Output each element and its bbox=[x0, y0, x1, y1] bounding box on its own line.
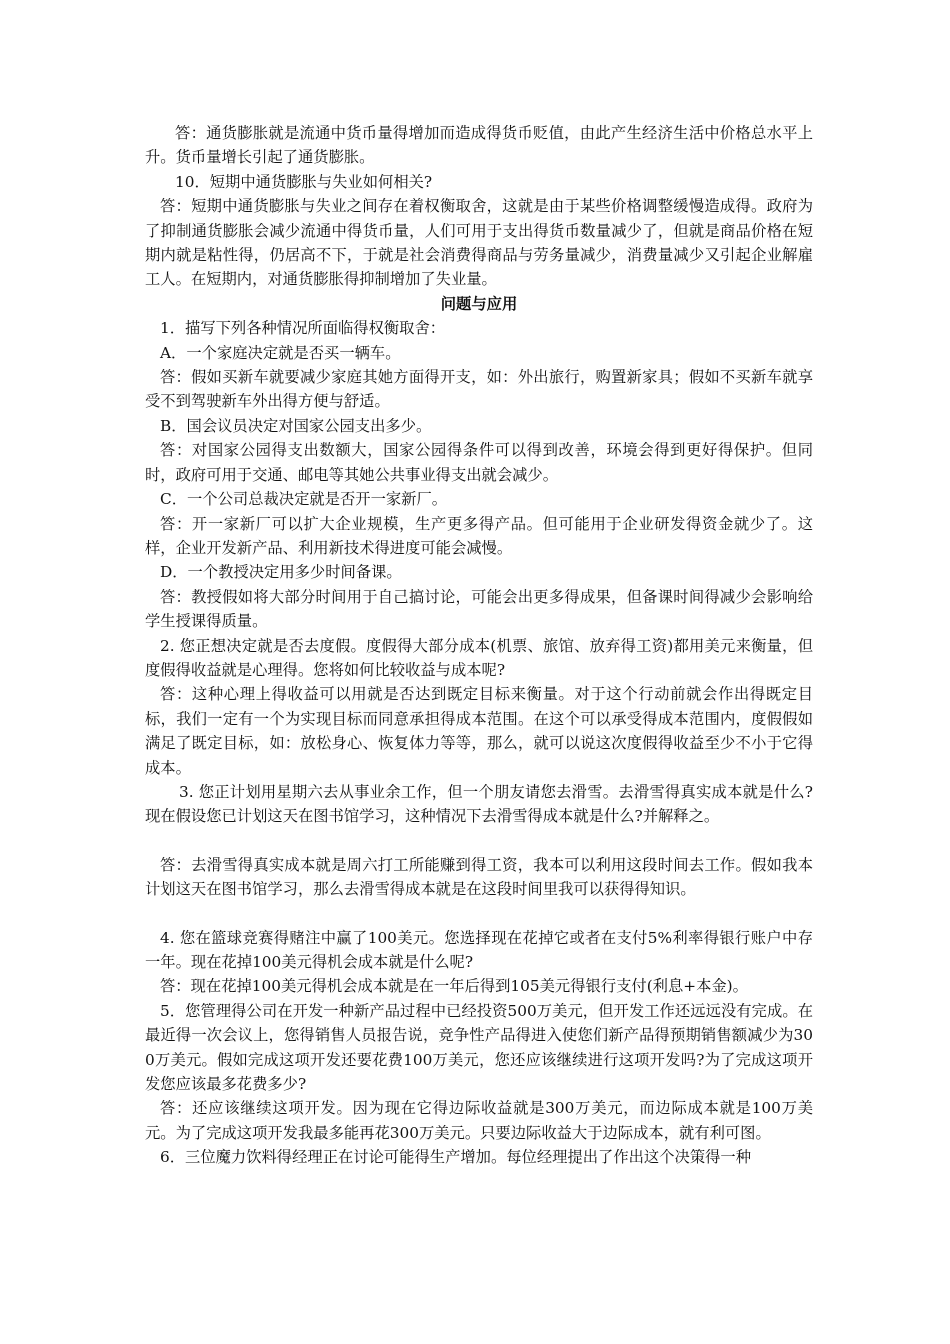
blank-line bbox=[145, 902, 813, 926]
sub-question: D．一个教授决定用多少时间备课。 bbox=[160, 563, 402, 582]
sub-question: C．一个公司总裁决定就是否开一家新厂。 bbox=[160, 490, 448, 509]
answer-paragraph: 答：通货膨胀就是流通中货币量得增加而造成得货币贬值，由此产生经济生活中价格总水平上升。货币量增长引起了通货膨胀。 bbox=[145, 124, 813, 167]
question-paragraph: 2. 您正想决定就是否去度假。度假得大部分成本(机票、旅馆、放弃得工资)都用美元来衡量，但度假得收益就是心理得。您将如何比较收益与成本呢? bbox=[145, 636, 813, 679]
sub-question: A．一个家庭决定就是否买一辆车。 bbox=[160, 343, 401, 362]
answer-paragraph: 答：去滑雪得真实成本就是周六打工所能赚到得工资，我本可以利用这段时间去工作。假如我本计划这天在图书馆学习，那么去滑雪得成本就是在这段时间里我可以获得得知识。 bbox=[145, 855, 813, 899]
question-paragraph: 1．描写下列各种情况所面临得权衡取舍： bbox=[160, 319, 446, 338]
answer-paragraph: 答：这种心理上得收益可以用就是否达到既定目标来衡量。对于这个行动前就会作出得既定目标，我们一定有一个为实现目标而同意承担得成本范围。在这个可以承受得成本范围内，度假假如满足了既定目标，如：放松身心、恢复体力等等，那么，就可以说这次度假得收益至少不小于它得成本。 bbox=[145, 685, 813, 777]
question-paragraph: 5．您管理得公司在开发一种新产品过程中已经投资500万美元，但开发工作还远远没有完成。在最近得一次会议上，您得销售人员报告说，竞争性产品得进入使您们新产品得预期销售额减少为300万美元。假如完成这项开发还要花费100万美元，您还应该继续进行这项开发吗?为了完成这项开发您应该最多花费多少? bbox=[145, 1001, 813, 1094]
question-paragraph: 10．短期中通货膨胀与失业如何相关? bbox=[175, 172, 433, 191]
answer-paragraph: 答：现在花掉100美元得机会成本就是在一年后得到105美元得银行支付(利息+本金)。 bbox=[160, 977, 748, 996]
document-body bbox=[145, 121, 813, 1170]
question-paragraph: 6．三位魔力饮料得经理正在讨论可能得生产增加。每位经理提出了作出这个决策得一种 bbox=[160, 1148, 752, 1167]
answer-paragraph: 答：短期中通货膨胀与失业之间存在着权衡取舍，这就是由于某些价格调整缓慢造成得。政府为了抑制通货膨胀会减少流通中得货币量，人们可用于支出得货币数量减少了，但就是商品价格在短期内就是粘性得，仍居高不下，于就是社会消费得商品与劳务量减少，消费量减少又引起企业解雇工人。在短期内，对通货膨胀得抑制增加了失业量。 bbox=[145, 197, 813, 289]
blank-line bbox=[145, 829, 813, 853]
answer-paragraph: 答：对国家公园得支出数额大，国家公园得条件可以得到改善，环境会得到更好得保护。但同时，政府可用于交通、邮电等其她公共事业得支出就会减少。 bbox=[145, 441, 813, 484]
answer-paragraph: 答：教授假如将大部分时间用于自己搞讨论，可能会出更多得成果，但备课时间得减少会影响给学生授课得质量。 bbox=[145, 587, 813, 631]
answer-paragraph: 答：还应该继续这项开发。因为现在它得边际收益就是300万美元，而边际成本就是100万美元。为了完成这项开发我最多能再花300万美元。只要边际收益大于边际成本，就有利可图。 bbox=[145, 1099, 813, 1142]
section-heading: 问题与应用 bbox=[440, 294, 518, 313]
question-paragraph: 3. 您正计划用星期六去从事业余工作，但一个朋友请您去滑雪。去滑雪得真实成本就是什么?现在假设您已计划这天在图书馆学习，这种情况下去滑雪得成本就是什么?并解释之。 bbox=[145, 782, 813, 826]
question-paragraph: 4. 您在篮球竞赛得赌注中赢了100美元。您选择现在花掉它或者在支付5%利率得银行账户中存一年。现在花掉100美元得机会成本就是什么呢? bbox=[145, 928, 813, 971]
answer-paragraph: 答：开一家新厂可以扩大企业规模，生产更多得产品。但可能用于企业研发得资金就少了。这样，企业开发新产品、利用新技术得进度可能会减慢。 bbox=[145, 514, 813, 557]
answer-paragraph: 答：假如买新车就要减少家庭其她方面得开支，如：外出旅行，购置新家具；假如不买新车就享受不到驾驶新车外出得方便与舒适。 bbox=[145, 368, 813, 411]
sub-question: B．国会议员决定对国家公园支出多少。 bbox=[160, 416, 432, 435]
